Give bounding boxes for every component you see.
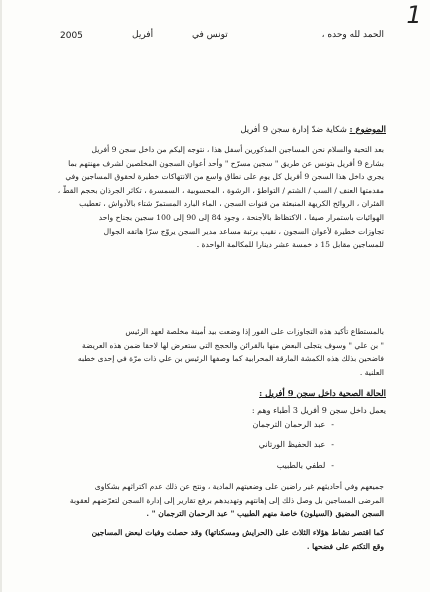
header-greeting: الحمد لله وحده ،: [321, 30, 384, 40]
subject-line: [240, 124, 386, 134]
doctor-name: لطفي بالطبيب: [276, 461, 326, 470]
paragraph-1-line: الهوائيات باستمرار صيفا ، الاكتظاظ بالأجنحة ، وجود 84 إلى 90 إلى 100 سجين بجناح واحد: [98, 212, 384, 222]
doctor-item: -عبد الحفيظ الورتاني: [258, 440, 334, 449]
paragraph-1-line: للمساجين مقابل 15 د خمسة عشر دينارا للمكالمة الواحدة .: [196, 240, 384, 250]
paragraph-1-line: تجاوزات خطيرة لأعوان السجون ، نقيب برتبة مساعد مدير السجن يروّج سرّا هاتفه الجوال: [103, 226, 384, 236]
paragraph-4-line: كما اقتصر نشاط هؤلاء الثلاث على (الحرايش ومسكناتها) وقد حصلت وفيات لبعض المساجين: [91, 528, 384, 537]
paragraph-3-line: جميعهم وفي أحاديثهم غير راضين على وضعيتهم المادية ، ونتج عن ذلك عدم اكتراثهم بشكاوى: [94, 482, 384, 491]
paragraph-3-line: السجن المضيق (السيلون) خاصة منهم الطبيب " عبد الرحمان الترجمان " .: [146, 509, 384, 519]
paragraph-2-line: فاضحين بذلك هذه الكمشة المارقة المحرابية كما وصفها الرئيس بن علي ذات مرّة في إحدى خطبه: [77, 354, 384, 364]
doctor-name: عبد الحفيظ الورتاني: [258, 440, 326, 449]
page-number: 1: [406, 1, 422, 29]
paragraph-4: [46, 526, 384, 553]
paragraph-1-line: مقدمتها العنف / السب / الشتم / التواطؤ ، الرشوة ، المحسوبية ، السمسرة ، تكاثر الجرذان بحجم القطّ ،: [57, 185, 384, 195]
paragraph-2: [46, 325, 384, 379]
header-date-year: 2005: [60, 31, 83, 41]
paragraph-2-line: العلنية .: [359, 367, 384, 377]
subject-text: شكاية ضدّ إدارة سجن 9 أفريل: [240, 124, 347, 134]
paragraph-1-line: الفئران ، الروائح الكريهة المنبعثة من قنوات السجن ، الماء البارد المستمرّ شتاء بالأدواش ، تعطيب: [79, 199, 384, 209]
header-place: تونس في: [192, 30, 228, 40]
paragraph-2-line: بالمستطاع تأكيد هذه التجاوزات على الفور إذا وضعت بيد أمينة مخلصة لعهد الرئيس: [125, 327, 384, 336]
health-heading: الحالة الصحية داخل سجن 9 أفريل :: [259, 388, 386, 398]
paragraph-1: [46, 143, 384, 252]
paragraph-1-line: بعد التحية والسلام نحن المساجين المذكورين أسفل هذا ، نتوجه إليكم من داخل سجن 9 أفريل: [91, 145, 384, 154]
paragraph-3: [46, 480, 384, 521]
paragraph-1-line: بشارع 9 أفريل بتونس عن طريق " سجين مسرّح " وأحد أعوان السجون المخلصين لشرف مهنتهم بما: [68, 158, 384, 168]
paragraph-1-line: يجري داخل هذا السجن 9 أفريل كل يوم على نطاق واسع من الانتهاكات خطيرة لحقوق المساجين وفي: [65, 172, 384, 182]
scan-edge: [0, 0, 2, 592]
doctor-item: -عبد الرحمان الترجمان: [252, 420, 334, 429]
health-intro: يعمل داخل سجن 9 أفريل 3 أطباء وهم :: [251, 406, 386, 415]
header-date-month: أفريل: [132, 30, 154, 40]
subject-label: الموضوع :: [349, 124, 386, 134]
doctor-item: -لطفي بالطبيب: [276, 461, 334, 470]
paragraph-2-line: " بن علي " وسوف يتجلى البعض منها بالقرائن والحجج التي ستعرض لها لاحقا ضمن هذه العريضة: [82, 340, 384, 350]
paragraph-4-line: وقع التكتم على فضحها .: [306, 541, 384, 551]
doctor-name: عبد الرحمان الترجمان: [252, 420, 326, 429]
paragraph-3-line: المرضى المساجين بل وصل ذلك إلى إهانتهم وتهديدهم برفع تقارير إلى إدارة السجن لتعرّضهم لعقوبة: [69, 495, 384, 505]
